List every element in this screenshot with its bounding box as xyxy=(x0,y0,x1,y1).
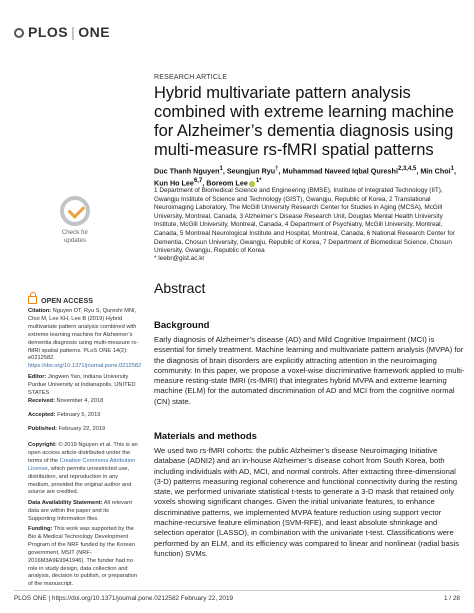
sidebar-published: Published: February 22, 2019 xyxy=(28,426,106,432)
footer-divider xyxy=(14,590,460,591)
check-for-updates-badge[interactable] xyxy=(46,196,104,244)
orcid-icon[interactable] xyxy=(249,181,255,187)
journal-name-right: ONE xyxy=(78,24,111,40)
author-name: Kun Ho Lee xyxy=(154,178,194,188)
sidebar-copyright: Copyright: © 2019 Nguyen et al. This is an open access article distributed under the terms of the Creative Commons Attribution License, which permits unrestricted use, distribution, and reproduction in any medium, provided the original author and source are credited. xyxy=(28,442,138,496)
section-text-methods: We used two rs-fMRI cohorts: the public Alzheimer’s disease Neuroimaging Initiative database (ADNI2) and an in-house Alzheimer’s disease cohort from South Korea, both including individuals with AD, MCI, and normal controls. After extracting three-dimensional (3-D) patterns measuring regional coherence and functional connectivity during the resting state, we performed univariate statistical t-tests to generate a 3-D mask that retained only voxels showing significant changes. Given the initial univariate features, to enhance discriminative patterns, we implemented MVPA feature reduction using support vector machine-recursive feature elimination (SVM-RFE), and least absolute shrinkage and selection operator (LASSO), in combination with the univariate t-test. Classifications were performed by an ELM, and its efficiency was compared to linear and nonlinear (radial basis function) SVMs. xyxy=(154,446,460,558)
sidebar-received: Received: November 4, 2018 xyxy=(28,398,104,404)
author-name: Duc Thanh Nguyen xyxy=(154,166,220,176)
sidebar-editor: Editor: Jingwen Yan, Indiana University Purdue University at Indianapolis, UNITED STATES xyxy=(28,374,136,396)
sidebar-citation: Citation: Nguyen DT, Ryu S, Qureshi MNI, Choi M, Lee KH, Lee B (2019) Hybrid multivariate pattern analysis combined with extreme learning machine for Alzheimer’s dementia diagnosis using multi-measure rs-fMRI spatial patterns. PLoS ONE 14(2): e0212582. https://doi.org/10.1371/journal.pone.0212582 xyxy=(28,308,142,370)
license-link[interactable]: Creative Commons Attribution License xyxy=(28,457,136,472)
author-name: Boreom Lee xyxy=(206,178,248,188)
author-list: Duc Thanh Nguyen$^1$, Seungjun Ryu†, Muhammad Naveed Iqbal Qureshi$^{2,3,4,5}$, Min Choi$^1$, Kun Ho Lee$^{6,7}$, Boreom Lee $^{1*}$ xyxy=(154,166,456,188)
author-name: Min Choi xyxy=(420,166,451,176)
page-number: 1 / 28 xyxy=(444,595,460,602)
author-name: Muhammad Naveed Iqbal Qureshi xyxy=(282,166,398,176)
open-lock-icon xyxy=(28,296,37,304)
logo-separator: | xyxy=(71,24,76,40)
check-updates-line1: Check for xyxy=(61,229,89,236)
affiliations: 1 Department of Biomedical Science and Engineering (BMSE), Institute of Integrated Technology (IIT), Gwangju Institute of Science and Technology (GIST), Gwangju, Republic of Korea, 2 Translational Neuroimaging Laboratory, The McGill University Research Center for Studies in Aging (MCSA), McGill University, Montreal, Canada, 3 Alzheimer’s Disease Research Unit, Douglas Mental Health University Institute, McGill University, Montreal, Canada, 4 Department of Psychiatry, McGill University, Montreal, Canada, 5 Montreal Neurological Institute and Hospital, Montreal, Canada, 6 National Research Center for Dementia, Chosun University, Gwangju, Republic of Korea, 7 Department of Biomedical Science, Chosun University, Gwangju, Republic of Korea xyxy=(154,187,455,255)
abstract-heading: Abstract xyxy=(154,280,206,296)
corresponding-email[interactable]: * leebr@gist.ac.kr xyxy=(154,255,205,262)
journal-name-left: PLOS xyxy=(28,24,69,40)
section-heading-methods: Materials and methods xyxy=(154,431,257,442)
check-updates-line2: updates xyxy=(63,236,87,244)
journal-logo xyxy=(14,24,110,40)
citation-doi-link[interactable]: https://doi.org/10.1371/journal.pone.0212582 xyxy=(28,363,142,370)
page-footer xyxy=(14,595,460,602)
article-type: RESEARCH ARTICLE xyxy=(154,74,228,81)
check-updates-icon xyxy=(60,196,90,226)
section-heading-background: Background xyxy=(154,320,210,331)
plos-logo-icon xyxy=(14,28,24,38)
sidebar-data-availability: Data Availability Statement: All relevant data are within the paper and its Supporting Information files. xyxy=(28,500,132,522)
open-access-label: OPEN ACCESS xyxy=(28,296,93,305)
footer-citation: PLOS ONE | https://doi.org/10.1371/journal.pone.0212582 February 22, 2019 xyxy=(14,595,234,602)
sidebar-funding: Funding: This work was supported by the Bio & Medical Technology Development Program of the NRF funded by the Korean government, MSIT (NRF-2016M3A9E9941946). The funder had no role in study design, data collection and analysis, decision to publish, or preparation of the manuscript. xyxy=(28,526,138,588)
sidebar-accepted: Accepted: February 5, 2019 xyxy=(28,412,101,418)
author-name: Seungjun Ryu xyxy=(226,166,276,176)
article-title: Hybrid multivariate pattern analysis combined with extreme learning machine for Alzheimer’s dementia diagnosis using multi-measure rs-fMRI spatial patterns xyxy=(154,84,454,159)
section-text-background: Early diagnosis of Alzheimer’s disease (AD) and Mild Cognitive Impairment (MCI) is essential for timely treatment. Machine learning and multivariate pattern analysis (MVPA) for the diagnosis of brain disorders are explicitly attracting attention in the neuroimaging community. In this paper, we propose a voxel-wise discriminative framework applied to multi-measure resting-state fMRI (rs-fMRI) that integrates hybrid MVPA and extreme learning machine (ELM) for the automated discrimination of AD and MCI from the cognitive normal (CN) state. xyxy=(154,335,465,406)
